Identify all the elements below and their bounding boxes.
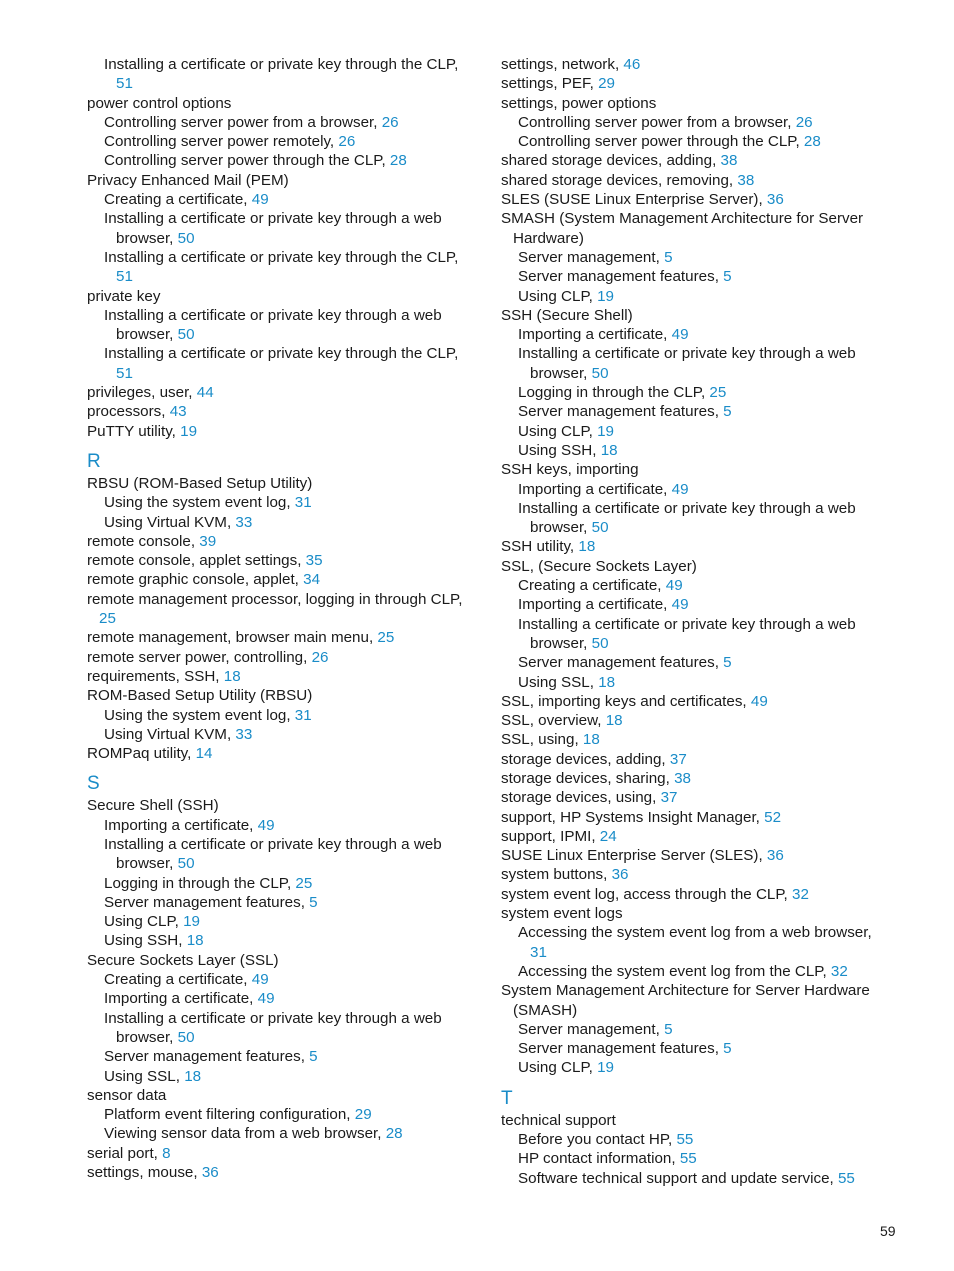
index-entry xyxy=(501,1111,886,1130)
index-section-letter: T xyxy=(501,1087,513,1109)
index-term: Using CLP, xyxy=(104,913,179,931)
page-link[interactable]: 36 xyxy=(766,191,784,209)
index-term: Using SSL, xyxy=(104,1067,180,1085)
index-entry xyxy=(501,769,886,788)
index-subentry xyxy=(87,893,477,912)
index-term: Server management features, xyxy=(518,1040,719,1058)
index-term: Privacy Enhanced Mail (PEM) xyxy=(87,171,289,189)
index-subentry xyxy=(87,209,477,248)
index-subentry xyxy=(501,1149,886,1168)
index-subentry xyxy=(87,970,477,989)
index-term: Viewing sensor data from a web browser, xyxy=(104,1125,382,1143)
page-link[interactable]: 26 xyxy=(381,113,399,131)
index-column-left xyxy=(87,55,477,1182)
index-subentry xyxy=(87,989,477,1008)
index-term: system event logs xyxy=(501,905,623,923)
index-entry xyxy=(501,190,886,209)
page-link[interactable]: 52 xyxy=(764,808,782,826)
page-link[interactable]: 18 xyxy=(600,441,618,459)
index-subentry xyxy=(87,816,477,835)
page-link[interactable]: 50 xyxy=(591,634,609,652)
index-term: Using Virtual KVM, xyxy=(104,725,232,743)
page-link[interactable]: 26 xyxy=(795,113,813,131)
index-term: shared storage devices, adding, xyxy=(501,152,717,170)
index-term: storage devices, adding, xyxy=(501,750,666,768)
index-term: SLES (SUSE Linux Enterprise Server), xyxy=(501,191,763,209)
index-term: Server management features, xyxy=(104,1048,305,1066)
page-link[interactable]: 19 xyxy=(597,422,614,440)
index-subentry xyxy=(501,1020,886,1039)
index-entry xyxy=(87,1086,477,1105)
index-term: serial port, xyxy=(87,1144,158,1162)
index-subentry xyxy=(87,113,477,132)
index-term: ROM-Based Setup Utility (RBSU) xyxy=(87,687,313,705)
index-subentry xyxy=(501,267,886,286)
index-term: requirements, SSH, xyxy=(87,667,220,685)
page-link[interactable]: 18 xyxy=(184,1067,202,1085)
index-entry xyxy=(87,532,477,551)
index-entry xyxy=(87,648,477,667)
index-entry xyxy=(87,686,477,705)
index-subentry xyxy=(87,835,477,874)
page-link[interactable]: 5 xyxy=(723,1040,732,1058)
index-subentry xyxy=(87,725,477,744)
page-link[interactable]: 18 xyxy=(582,731,600,749)
page-link[interactable]: 18 xyxy=(186,932,204,950)
index-entry xyxy=(501,74,886,93)
index-entry xyxy=(501,865,886,884)
index-entry xyxy=(87,287,477,306)
index-entry xyxy=(87,796,477,815)
index-subentry xyxy=(501,325,886,344)
index-term: System Management Architecture for Server Hardware (SMASH) xyxy=(501,982,870,1019)
index-subentry xyxy=(501,615,886,654)
page-link[interactable]: 31 xyxy=(294,494,312,512)
index-entry xyxy=(501,557,886,576)
index-term: support, IPMI, xyxy=(501,827,596,845)
page-link[interactable]: 19 xyxy=(180,422,198,440)
index-subentry xyxy=(501,1039,886,1058)
page-link[interactable]: 50 xyxy=(591,519,609,537)
index-term: Installing a certificate or private key through a web browser, xyxy=(518,499,856,537)
index-subentry xyxy=(501,480,886,499)
index-subentry xyxy=(87,706,477,725)
page-link[interactable]: 36 xyxy=(201,1164,219,1182)
index-term: power control options xyxy=(87,94,232,112)
index-term: remote management processor, logging in through CLP, xyxy=(87,590,463,608)
index-term: Controlling server power remotely, xyxy=(104,133,335,151)
index-term: Installing a certificate or private key through the CLP, xyxy=(104,56,459,73)
index-subentry xyxy=(501,402,886,421)
index-entry xyxy=(501,904,886,923)
index-entry xyxy=(87,383,477,402)
index-term: Server management features, xyxy=(518,654,719,672)
index-term: ROMPaq utility, xyxy=(87,745,192,763)
index-term: Accessing the system event log from a web browser, xyxy=(518,924,872,942)
index-subentry xyxy=(501,923,886,962)
page-link[interactable]: 28 xyxy=(389,152,407,170)
index-term: Installing a certificate or private key through a web browser, xyxy=(518,345,856,382)
page-link[interactable]: 44 xyxy=(196,384,214,402)
index-subentry xyxy=(87,874,477,893)
index-term: SSL, importing keys and certificates, xyxy=(501,692,747,710)
index-term: SSH utility, xyxy=(501,538,575,556)
index-term: Using CLP, xyxy=(518,1059,593,1077)
page-link[interactable]: 29 xyxy=(598,75,615,93)
index-subentry xyxy=(501,344,886,383)
page-link[interactable]: 49 xyxy=(750,692,768,710)
index-term: remote graphic console, applet, xyxy=(87,571,299,589)
index-entry xyxy=(87,402,477,421)
page-link[interactable]: 5 xyxy=(309,1048,318,1066)
index-term: SSL, using, xyxy=(501,731,579,749)
index-entry xyxy=(87,422,477,441)
index-subentry xyxy=(501,962,886,981)
index-term: Installing a certificate or private key through the CLP, xyxy=(104,345,459,363)
index-term: SSL, (Secure Sockets Layer) xyxy=(501,557,697,575)
page-link[interactable]: 51 xyxy=(116,364,133,382)
index-term: Installing a certificate or private key through a web browser, xyxy=(104,210,442,247)
index-subentry xyxy=(501,595,886,614)
index-entry xyxy=(501,885,886,904)
page-link[interactable]: 38 xyxy=(720,152,738,170)
index-subentry xyxy=(87,1105,477,1124)
index-term: settings, PEF, xyxy=(501,75,594,93)
index-entry xyxy=(501,306,886,325)
index-term: privileges, user, xyxy=(87,384,193,402)
page-link[interactable]: 32 xyxy=(792,885,809,903)
index-entry xyxy=(501,460,886,479)
index-entry xyxy=(501,151,886,170)
index-term: Installing a certificate or private key through a web browser, xyxy=(104,306,442,344)
page-link[interactable]: 50 xyxy=(591,364,609,382)
page-link[interactable]: 18 xyxy=(578,538,596,556)
index-entry xyxy=(87,94,477,113)
index-term: Installing a certificate or private key through the CLP, xyxy=(104,248,459,266)
index-term: Using CLP, xyxy=(518,422,593,440)
index-term: Using CLP, xyxy=(518,287,593,305)
page-link[interactable]: 49 xyxy=(251,191,269,209)
index-term: remote management, browser main menu, xyxy=(87,629,374,647)
page-link[interactable]: 28 xyxy=(385,1125,403,1143)
page-link[interactable]: 49 xyxy=(257,816,275,834)
index-term: Creating a certificate, xyxy=(104,191,248,209)
index-entry xyxy=(501,981,886,1020)
index-term: Server management features, xyxy=(518,268,719,286)
page-link[interactable]: 19 xyxy=(183,913,200,931)
page-link[interactable]: 49 xyxy=(257,990,275,1008)
index-subentry xyxy=(501,499,886,538)
page-link[interactable]: 25 xyxy=(99,610,116,628)
index-subentry xyxy=(87,1067,477,1086)
index-term: Importing a certificate, xyxy=(518,326,668,344)
index-subentry xyxy=(501,248,886,267)
page-link[interactable]: 31 xyxy=(294,706,312,724)
index-entry xyxy=(501,808,886,827)
page-link[interactable]: 19 xyxy=(597,1059,614,1077)
page-link[interactable]: 51 xyxy=(116,75,133,93)
index-entry xyxy=(501,171,886,190)
index-subentry xyxy=(501,1130,886,1149)
index-term: storage devices, using, xyxy=(501,789,657,807)
index-subentry xyxy=(501,1058,886,1077)
index-subentry xyxy=(87,248,477,287)
index-entry xyxy=(501,827,886,846)
page-link[interactable]: 5 xyxy=(723,268,732,286)
index-term: Controlling server power from a browser, xyxy=(104,113,378,131)
page-link[interactable]: 25 xyxy=(295,874,313,892)
page-link[interactable]: 50 xyxy=(177,229,195,247)
index-subentry xyxy=(87,513,477,532)
page-link[interactable]: 36 xyxy=(611,866,629,884)
index-entry xyxy=(87,951,477,970)
index-term: remote console, applet settings, xyxy=(87,552,302,570)
page-link[interactable]: 50 xyxy=(177,855,195,873)
index-entry xyxy=(501,55,886,74)
page-number: 59 xyxy=(880,1223,896,1239)
page-link[interactable]: 55 xyxy=(676,1131,694,1149)
page-link[interactable]: 39 xyxy=(199,532,217,550)
index-term: remote server power, controlling, xyxy=(87,648,308,666)
index-section-letter: R xyxy=(87,450,101,472)
page-link[interactable]: 46 xyxy=(623,56,641,73)
index-subentry xyxy=(87,1009,477,1048)
index-term: Using the system event log, xyxy=(104,706,291,724)
index-entry xyxy=(87,1163,477,1182)
page-link[interactable]: 31 xyxy=(530,943,547,961)
index-subentry xyxy=(87,912,477,931)
index-entry xyxy=(87,570,477,589)
index-entry xyxy=(501,730,886,749)
index-entry xyxy=(87,474,477,493)
index-entry xyxy=(501,750,886,769)
index-entry xyxy=(87,628,477,647)
index-term: HP contact information, xyxy=(518,1150,676,1168)
index-subentry xyxy=(87,1047,477,1066)
index-entry xyxy=(501,209,886,248)
page-link[interactable]: 24 xyxy=(599,827,617,845)
index-term: Using SSH, xyxy=(518,441,597,459)
index-entry xyxy=(87,667,477,686)
page-link[interactable]: 37 xyxy=(669,750,687,768)
index-entry xyxy=(87,551,477,570)
index-term: shared storage devices, removing, xyxy=(501,171,734,189)
index-subentry xyxy=(87,493,477,512)
index-entry xyxy=(501,537,886,556)
page-link[interactable]: 55 xyxy=(837,1169,855,1187)
index-entry xyxy=(501,94,886,113)
page-link[interactable]: 5 xyxy=(664,248,673,266)
index-term: Logging in through the CLP, xyxy=(104,874,292,892)
page-link[interactable]: 49 xyxy=(665,577,683,595)
index-term: system buttons, xyxy=(501,866,608,884)
index-term: SSH keys, importing xyxy=(501,461,639,479)
page-link[interactable]: 33 xyxy=(235,513,253,531)
page-link[interactable]: 5 xyxy=(723,403,732,421)
page-link[interactable]: 32 xyxy=(830,962,848,980)
index-term: sensor data xyxy=(87,1086,167,1104)
index-subentry xyxy=(501,132,886,151)
index-term: SSL, overview, xyxy=(501,712,602,730)
page-link[interactable]: 36 xyxy=(766,847,784,865)
index-term: Server management features, xyxy=(104,893,305,911)
index-term: Secure Shell (SSH) xyxy=(87,797,219,815)
index-subentry xyxy=(501,441,886,460)
index-term: Controlling server power from a browser, xyxy=(518,113,792,131)
page-link[interactable]: 49 xyxy=(251,971,269,989)
index-subentry xyxy=(87,151,477,170)
index-term: Importing a certificate, xyxy=(104,816,254,834)
index-term: Using the system event log, xyxy=(104,494,291,512)
page-link[interactable]: 18 xyxy=(223,667,241,685)
page-link[interactable]: 18 xyxy=(598,673,616,691)
page-link[interactable]: 5 xyxy=(723,654,732,672)
page-link[interactable]: 19 xyxy=(597,287,614,305)
index-term: Installing a certificate or private key through a web browser, xyxy=(104,1009,442,1046)
index-term: SUSE Linux Enterprise Server (SLES), xyxy=(501,847,763,865)
page-link[interactable]: 50 xyxy=(177,326,195,344)
page-link[interactable]: 34 xyxy=(303,571,321,589)
page-link[interactable]: 38 xyxy=(737,171,755,189)
index-subentry xyxy=(87,190,477,209)
page-link[interactable]: 14 xyxy=(195,745,213,763)
index-subentry xyxy=(501,673,886,692)
page-link[interactable]: 55 xyxy=(679,1150,697,1168)
index-term: Importing a certificate, xyxy=(104,990,254,1008)
index-term: processors, xyxy=(87,403,166,421)
index-subentry xyxy=(501,1169,886,1188)
index-term: support, HP Systems Insight Manager, xyxy=(501,808,760,826)
index-term: Using SSH, xyxy=(104,932,183,950)
page-link[interactable]: 5 xyxy=(664,1020,673,1038)
index-subentry xyxy=(501,383,886,402)
index-entry xyxy=(501,711,886,730)
index-term: Creating a certificate, xyxy=(104,971,248,989)
index-subentry xyxy=(87,132,477,151)
page-link[interactable]: 37 xyxy=(660,789,678,807)
index-term: Software technical support and update service, xyxy=(518,1169,834,1187)
index-subentry xyxy=(501,287,886,306)
index-term: Logging in through the CLP, xyxy=(518,384,706,402)
page-link[interactable]: 28 xyxy=(803,133,821,151)
page-link[interactable]: 26 xyxy=(338,133,356,151)
page-link[interactable]: 8 xyxy=(162,1144,171,1162)
index-term: Installing a certificate or private key through a web browser, xyxy=(104,835,442,873)
index-term: Using Virtual KVM, xyxy=(104,513,232,531)
index-entry xyxy=(501,788,886,807)
index-subentry xyxy=(501,422,886,441)
index-term: settings, mouse, xyxy=(87,1164,198,1182)
index-term: remote console, xyxy=(87,532,196,550)
index-term: system event log, access through the CLP, xyxy=(501,885,788,903)
page-link[interactable]: 18 xyxy=(605,712,623,730)
page-link[interactable]: 49 xyxy=(671,326,689,344)
page-link[interactable]: 25 xyxy=(377,629,395,647)
index-term: settings, network, xyxy=(501,56,620,73)
page-link[interactable]: 49 xyxy=(671,596,689,614)
page-link[interactable]: 35 xyxy=(305,552,323,570)
index-term: PuTTY utility, xyxy=(87,422,176,440)
page-link[interactable]: 50 xyxy=(177,1028,195,1046)
index-section-letter: S xyxy=(87,773,100,795)
index-term: Platform event filtering configuration, xyxy=(104,1106,351,1124)
index-term: Accessing the system event log from the CLP, xyxy=(518,962,827,980)
index-subentry xyxy=(87,931,477,950)
index-term: Before you contact HP, xyxy=(518,1131,673,1149)
index-term: Server management, xyxy=(518,248,660,266)
index-term: Creating a certificate, xyxy=(518,577,662,595)
index-subentry xyxy=(87,344,477,383)
index-entry xyxy=(87,590,477,629)
index-term: Controlling server power through the CLP, xyxy=(104,152,386,170)
page-link[interactable]: 43 xyxy=(169,403,187,421)
page-link[interactable]: 26 xyxy=(311,648,329,666)
page-link[interactable]: 49 xyxy=(671,480,689,498)
index-subentry xyxy=(87,306,477,345)
index-term: settings, power options xyxy=(501,94,657,112)
page-link[interactable]: 33 xyxy=(235,725,253,743)
page-link[interactable]: 25 xyxy=(709,384,727,402)
index-entry xyxy=(87,744,477,763)
index-term: SMASH (System Management Architecture for Server Hardware) xyxy=(501,210,864,247)
index-term: Server management, xyxy=(518,1020,660,1038)
index-term: SSH (Secure Shell) xyxy=(501,306,633,324)
page-link[interactable]: 51 xyxy=(116,268,133,286)
index-entry xyxy=(87,1144,477,1163)
index-term: Server management features, xyxy=(518,403,719,421)
index-term: Controlling server power through the CLP, xyxy=(518,133,800,151)
index-entry xyxy=(501,692,886,711)
index-subentry xyxy=(501,576,886,595)
index-subentry xyxy=(501,113,886,132)
index-subentry xyxy=(87,55,477,94)
index-term: Using SSL, xyxy=(518,673,594,691)
index-term: RBSU (ROM-Based Setup Utility) xyxy=(87,474,313,492)
index-term: Importing a certificate, xyxy=(518,480,668,498)
index-subentry xyxy=(87,1124,477,1143)
index-term: technical support xyxy=(501,1111,616,1129)
page-link[interactable]: 5 xyxy=(309,893,318,911)
index-column-right xyxy=(501,55,886,1188)
index-term: private key xyxy=(87,287,161,305)
page-link[interactable]: 38 xyxy=(674,769,691,787)
index-term: Secure Sockets Layer (SSL) xyxy=(87,951,279,969)
index-subentry xyxy=(501,653,886,672)
index-entry xyxy=(501,846,886,865)
index-term: Installing a certificate or private key through a web browser, xyxy=(518,615,856,652)
index-term: storage devices, sharing, xyxy=(501,769,670,787)
index-term: Importing a certificate, xyxy=(518,596,668,614)
page-link[interactable]: 29 xyxy=(354,1106,372,1124)
index-entry xyxy=(87,171,477,190)
